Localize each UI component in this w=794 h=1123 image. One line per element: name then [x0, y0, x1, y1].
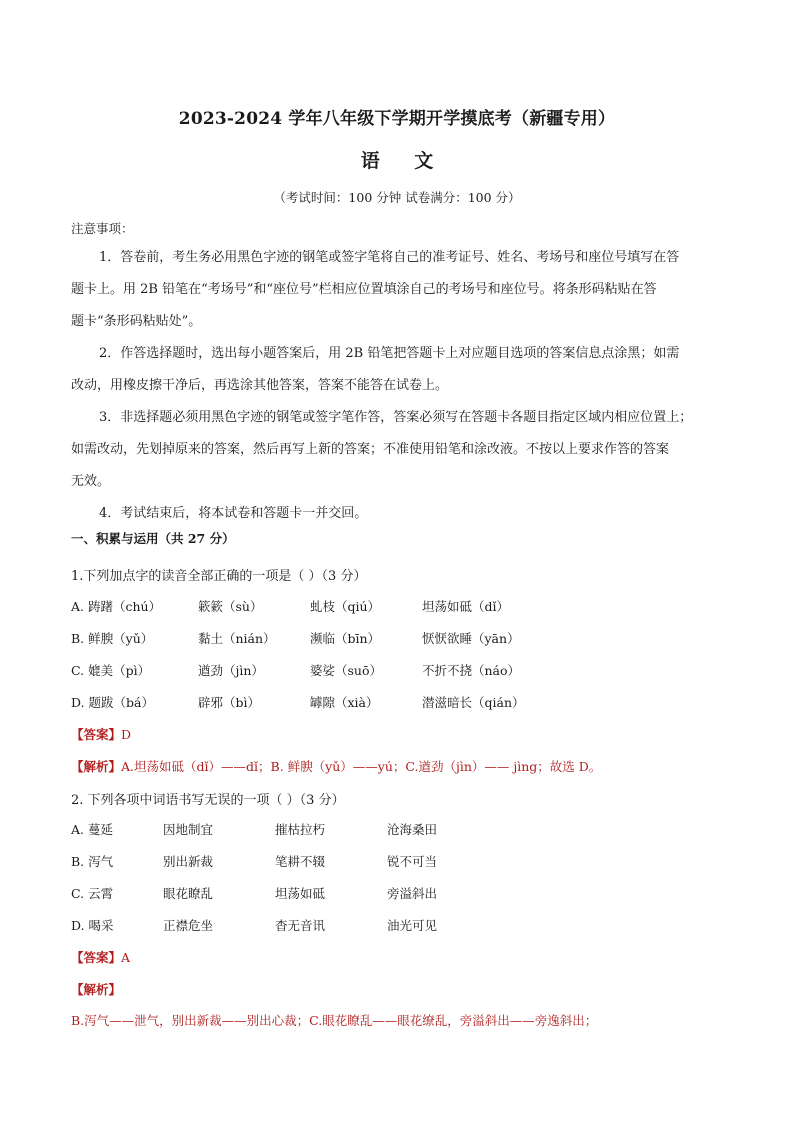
q2-option-d-4: 油光可见: [387, 918, 438, 933]
q2-option-c-2: 眼花瞭乱: [163, 886, 214, 901]
analysis-label: 【解析】: [71, 982, 122, 997]
q1-option-a-1: A. 踌躇（chú）: [71, 599, 162, 614]
q1-option-d-3: 罅隙（xià）: [310, 695, 379, 710]
q1-option-d-4: 潜滋暗长（qián）: [422, 695, 525, 710]
notice-item-2: [71, 338, 723, 402]
answer-value: D: [121, 727, 132, 742]
q1-answer: [71, 724, 131, 743]
notice-line: 题卡“条形码粘贴处”。: [71, 314, 202, 329]
q1-option-c-4: 不折不挠（náo）: [422, 663, 521, 678]
q2-option-d-2: 正襟危坐: [163, 918, 214, 933]
q2-analysis-label-row: [71, 979, 121, 998]
q1-option-c-2: 遒劲（jìn）: [198, 663, 264, 678]
section-heading: 一、积累与运用（共 27 分）: [71, 531, 235, 546]
notice-line: 无效。: [71, 474, 111, 489]
subject-title: 语 文: [360, 150, 448, 172]
notice-line: 改动，用橡皮擦干净后，再选涂其他答案，答案不能答在试卷上。: [71, 378, 449, 393]
q2-option-c-3: 坦荡如砥: [275, 886, 326, 901]
notice-line: 题卡上。用 2B 铅笔在“考场号”和“座位号”栏相应位置填涂自己的考场号和座位号。将条形码粘贴在答: [71, 282, 657, 297]
question-2-stem: 2. 下列各项中词语书写无误的一项（ ）（3 分）: [71, 793, 345, 808]
q2-option-a-4: 沧海桑田: [387, 822, 438, 837]
q1-option-a-4: 坦荡如砥（dǐ）: [422, 599, 509, 614]
q1-option-b-4: 恹恹欲睡（yān）: [422, 631, 520, 646]
q1-option-a-2: 簌簌（sù）: [198, 599, 263, 614]
notice-line: 1．答卷前，考生务必用黑色字迹的钢笔或签字笔将自己的准考证号、姓名、考场号和座位号填写在答: [99, 250, 680, 265]
answer-label: 【答案】: [71, 727, 122, 742]
q2-option-c-1: C. 云霄: [71, 886, 114, 901]
q2-option-b-4: 锐不可当: [387, 854, 438, 869]
q2-option-d-3: 杳无音讯: [275, 918, 326, 933]
answer-label: 【答案】: [71, 950, 122, 965]
q2-option-b-1: B. 泻气: [71, 854, 114, 869]
q2-option-d-1: D. 喝采: [71, 918, 114, 933]
q2-option-a-1: A. 蔓延: [71, 822, 113, 837]
q1-option-b-3: 濒临（bīn）: [310, 631, 381, 646]
q1-option-c-1: C. 媲美（pì）: [71, 663, 151, 678]
answer-value: A: [121, 950, 131, 965]
analysis-label: 【解析】: [71, 759, 122, 774]
q1-option-d-2: 辟邪（bì）: [198, 695, 260, 710]
notice-item-1: [71, 242, 723, 338]
q1-option-c-3: 婆娑（suō）: [310, 663, 382, 678]
question-1-stem: 1.下列加点字的读音全部正确的一项是（ ）（3 分）: [71, 569, 367, 584]
q1-option-a-3: 虬枝（qiú）: [310, 599, 381, 614]
q2-option-c-4: 旁溢斜出: [387, 886, 438, 901]
analysis-text: A.坦荡如砥（dǐ）——dǐ；B. 鲜腴（yǔ）——yú；C.遒劲（jìn）—— jìng；故选 D。: [121, 759, 602, 774]
notice-line: 3．非选择题必须用黑色字迹的钢笔或签字笔作答，答案必须写在答题卡各题目指定区域内相应位置上；: [99, 410, 693, 425]
q2-answer: [71, 947, 130, 966]
q1-option-b-2: 黏土（nián）: [198, 631, 276, 646]
q1-analysis: [71, 756, 601, 775]
q2-option-a-2: 因地制宜: [163, 822, 214, 837]
q2-option-b-3: 笔耕不辍: [275, 854, 326, 869]
exam-title: 2023-2024 学年八年级下学期开学摸底考（新疆专用）: [178, 109, 616, 129]
notice-heading: 注意事项：: [71, 221, 134, 236]
q2-analysis-text: B.泻气——泄气，别出新裁——别出心裁；C.眼花瞭乱——眼花缭乱，旁溢斜出——旁逸斜出；: [71, 1013, 598, 1028]
notice-line: 2．作答选择题时，选出每小题答案后，用 2B 铅笔把答题卡上对应题目选项的答案信息点涂黑；如需: [99, 346, 680, 361]
q1-option-b-1: B. 鲜腴（yǔ）: [71, 631, 154, 646]
notice-line: 如需改动，先划掉原来的答案，然后再写上新的答案；不准使用铅笔和涂改液。不按以上要求作答的答案: [71, 442, 670, 457]
notice-line: 4．考试结束后，将本试卷和答题卡一并交回。: [99, 506, 368, 521]
q1-option-d-1: D. 题跋（bá）: [71, 695, 154, 710]
q2-option-b-2: 别出新裁: [163, 854, 214, 869]
notice-item-4: [71, 498, 723, 530]
exam-info: （考试时间：100 分钟 试卷满分：100 分）: [273, 190, 521, 205]
q2-option-a-3: 摧枯拉朽: [275, 822, 326, 837]
notice-item-3: [71, 402, 723, 498]
